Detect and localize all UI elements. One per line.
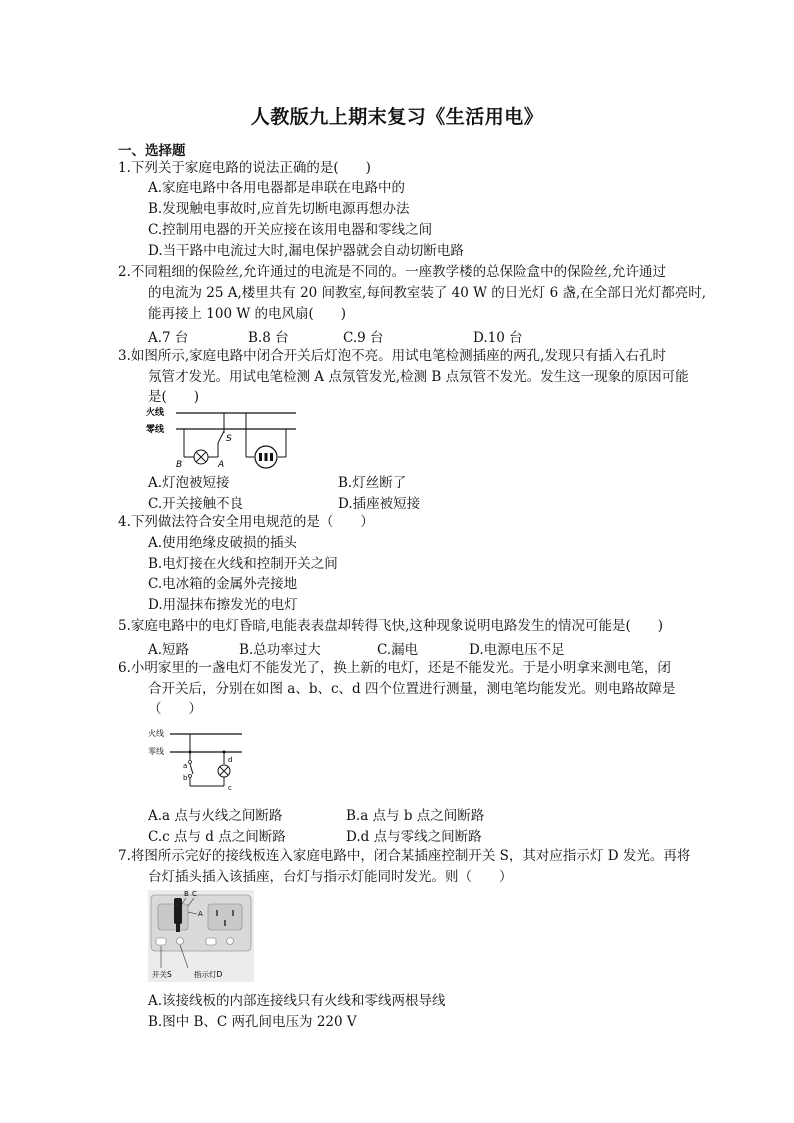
q4-option-b: B.电灯接在火线和控制开关之间 [148, 556, 338, 572]
q6-stem-line3: （ ） [148, 701, 202, 717]
q2-stem-line1: 2.不同粗细的保险丝,允许通过的电流是不同的。一座教学楼的总保险盒中的保险丝,允许通过 [118, 264, 666, 280]
q7-indicator-icon [177, 938, 184, 945]
q5-option-d: D.电源电压不足 [469, 642, 565, 658]
q7-option-a: A.该接线板的内部连接线只有火线和零线两根导线 [148, 993, 446, 1009]
q4-option-a: A.使用绝缘皮破损的插头 [148, 535, 298, 551]
q7-option-b: B.图中 B、C 两孔间电压为 220 V [148, 1014, 357, 1030]
q7-lamp-label: 指示灯D [194, 970, 223, 979]
q7-hole-c: C [192, 890, 197, 898]
q7-stem-line1: 7.将图所示完好的接线板连入家庭电路中，闭合某插座控制开关 S，其对应指示灯 D 发光。再将 [118, 848, 691, 864]
q7-switch-icon [156, 938, 166, 945]
q3-switch-label: S [226, 434, 232, 444]
q6-stem-line1: 6.小明家里的一盏电灯不能发光了，换上新的电灯，还是不能发光。于是小明拿来测电笔，闭 [118, 660, 671, 676]
q1-option-c: C.控制用电器的开关应接在该用电器和零线之间 [148, 222, 433, 238]
q3-option-b: B.灯丝断了 [338, 475, 407, 491]
q3-stem-line2: 氖管才发光。用试电笔检测 A 点氖管发光,检测 B 点氖管不发光。发生这一现象的原因可能 [148, 369, 689, 385]
q7-hole-a: A [198, 910, 203, 918]
q6-switch-icon [190, 764, 193, 774]
q6-circuit-diagram [146, 728, 246, 800]
q3-option-a: A.灯泡被短接 [148, 475, 230, 491]
q6-point-d: d [228, 756, 233, 764]
q3-switch-icon [218, 431, 224, 443]
q3-option-d: D.插座被短接 [338, 496, 421, 512]
q6-option-a: A.a 点与火线之间断路 [148, 808, 283, 824]
q6-stem-line2: 合开关后，分别在如图 a、b、c、d 四个位置进行测量，测电笔均能发光。则电路故障是 [148, 681, 676, 697]
q7-hole-b: B [184, 890, 189, 898]
q3-option-c: C.开关接触不良 [148, 496, 244, 512]
q2-stem-line2: 的电流为 25 A,楼里共有 20 间教室,每间教室装了 40 W 的日光灯 6 盏,在全部日光灯都亮时, [148, 285, 707, 301]
q6-option-b: B.a 点与 b 点之间断路 [346, 808, 485, 824]
q1-option-a: A.家庭电路中各用电器都是串联在电路中的 [148, 180, 406, 196]
q2-stem-line3: 能再接上 100 W 的电风扇( ) [148, 306, 347, 322]
q6-point-b: b [183, 774, 188, 782]
q6-option-c: C.c 点与 d 点之间断路 [148, 829, 286, 845]
q7-switch-label: 开关S [152, 970, 172, 979]
document-title: 人教版九上期末复习《生活用电》 [250, 106, 544, 128]
q6-neutral-label: 零线 [148, 747, 164, 756]
q5-option-c: C.漏电 [377, 642, 419, 658]
q7-power-strip-photo [148, 890, 254, 986]
q4-option-c: C.电冰箱的金属外壳接地 [148, 576, 298, 592]
q3-point-b: B [176, 460, 183, 469]
section-heading: 一、选择题 [118, 143, 186, 159]
q6-option-d: D.d 点与零线之间断路 [346, 829, 482, 845]
q5-option-a: A.短路 [148, 642, 190, 658]
q7-stem-line2: 台灯插头插入该插座，台灯与指示灯能同时发光。则（ ） [148, 869, 513, 885]
q3-point-a: A [218, 460, 225, 469]
q6-point-a: a [183, 762, 188, 770]
q1-option-b: B.发现触电事故时,应首先切断电源再想办法 [148, 201, 410, 217]
q3-stem-line1: 3.如图所示,家庭电路中闭合开关后灯泡不亮。用试电笔检测插座的两孔,发现只有插入右孔时 [118, 348, 666, 364]
q2-option-d: D.10 台 [473, 330, 523, 346]
q7-plug-icon [174, 898, 182, 924]
q1-option-d: D.当干路中电流过大时,漏电保护器就会自动切断电路 [148, 243, 464, 259]
q5-stem: 5.家庭电路中的电灯昏暗,电能表表盘却转得飞快,这种现象说明电路发生的情况可能是( ) [118, 618, 663, 634]
q5-option-b: B.总功率过大 [239, 642, 321, 658]
q3-circuit-diagram [146, 405, 306, 473]
q3-neutral-label: 零线 [146, 425, 165, 435]
q2-option-a: A.7 台 [148, 330, 189, 346]
q1-stem: 1.下列关于家庭电路的说法正确的是( ) [118, 160, 371, 176]
q4-stem: 4.下列做法符合安全用电规范的是（ ） [118, 514, 374, 530]
q4-option-d: D.用湿抹布擦发光的电灯 [148, 597, 298, 613]
q7-socket-icon [208, 904, 242, 930]
q3-stem-line3: 是( ) [148, 389, 200, 405]
q2-option-c: C.9 台 [343, 330, 384, 346]
q2-option-b: B.8 台 [248, 330, 289, 346]
q3-live-label: 火线 [146, 408, 165, 418]
q6-live-label: 火线 [148, 729, 164, 738]
q6-point-c: c [228, 784, 232, 792]
